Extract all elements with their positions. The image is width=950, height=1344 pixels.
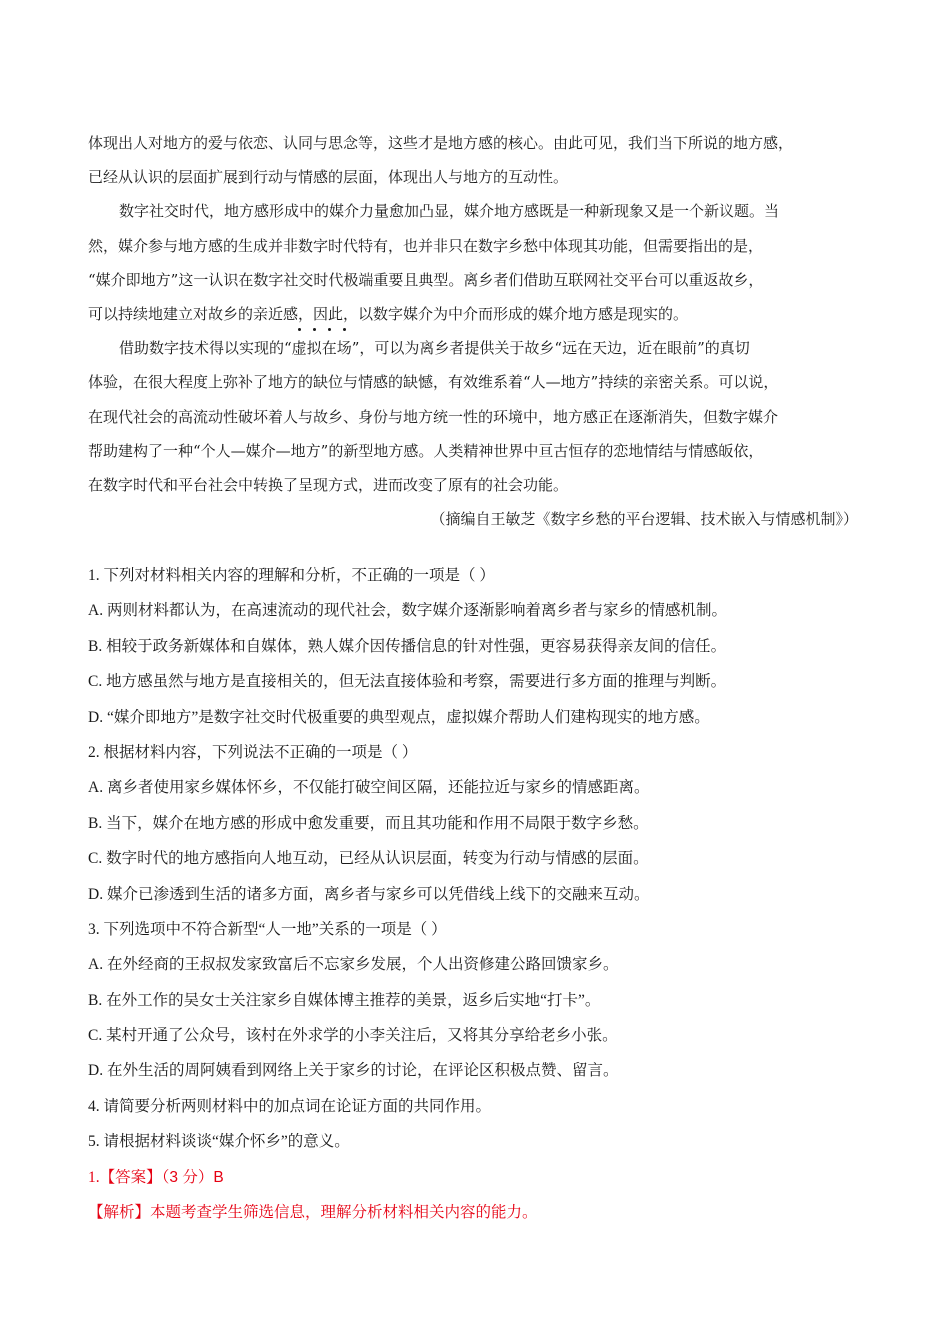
analysis-line: 【解析】本题考查学生筛选信息，理解分析材料相关内容的能力。 bbox=[88, 1204, 538, 1222]
option: A. 两则材料都认为，在高速流动的现代社会，数字媒介逐渐影响着离乡者与家乡的情感机制。 bbox=[88, 602, 727, 620]
answer-value: （3 分）B bbox=[161, 1168, 224, 1186]
option: D. 媒介已渗透到生活的诸多方面，离乡者与家乡可以凭借线上线下的交融来互动。 bbox=[88, 885, 650, 903]
option: B. 当下，媒介在地方感的形成中愈发重要，而且其功能和作用不局限于数字乡愁。 bbox=[88, 814, 649, 832]
option: C. 数字时代的地方感指向人地互动，已经从认识层面，转变为行动与情感的层面。 bbox=[88, 850, 649, 868]
passage-text: 借助数字技术得以实现的“ bbox=[119, 339, 292, 358]
dotted-char: 虚 bbox=[292, 331, 307, 365]
question-4: 4. 请简要分析两则材料中的加点词在论证方面的共同作用。 bbox=[88, 1097, 492, 1115]
passage-text: ”，可以为离乡者提供关于故乡“远在天边，近在眼前”的真切 bbox=[351, 339, 750, 358]
passage-line: 体现出人对地方的爱与依恋、认同与思念等，这些才是地方感的核心。由此可见，我们当下所说的地方感， bbox=[88, 134, 794, 152]
answer-line bbox=[88, 1160, 878, 1195]
option: C. 地方感虽然与地方是直接相关的，但无法直接体验和考察，需要进行多方面的推理与判断。 bbox=[88, 673, 727, 691]
dotted-char: 在 bbox=[322, 331, 337, 365]
question-2: 2. 根据材料内容，下列说法不正确的一项是（ ） bbox=[88, 743, 418, 761]
passage-line: 数字社交时代，地方感形成中的媒介力量愈加凸显，媒介地方感既是一种新现象又是一个新议题。当 bbox=[119, 202, 780, 221]
reading-passage bbox=[88, 126, 868, 536]
dotted-char: 拟 bbox=[307, 331, 322, 365]
passage-line-dotted-words bbox=[88, 331, 868, 365]
passage-line: 在数字时代和平台社会中转换了呈现方式，进而改变了原有的社会功能。 bbox=[88, 475, 569, 494]
dotted-char: 场 bbox=[337, 331, 352, 365]
question-5: 5. 请根据材料谈谈“媒介怀乡”的意义。 bbox=[88, 1133, 350, 1151]
passage-line: 体验，在很大程度上弥补了地方的缺位与情感的缺憾，有效维系着“人—地方”持续的亲密关系。可以说， bbox=[88, 373, 779, 392]
option: B. 在外工作的吴女士关注家乡自媒体博主推荐的美景，返乡后实地“打卡”。 bbox=[88, 991, 601, 1009]
option: D. “媒介即地方”是数字社交时代极重要的典型观点，虚拟媒介帮助人们建构现实的地方感。 bbox=[88, 708, 710, 726]
passage-line: 帮助建构了一种“个人—媒介—地方”的新型地方感。人类精神世界中亘古恒存的恋地情结与情感皈依， bbox=[88, 441, 764, 460]
passage-line: 在现代社会的高流动性破坏着人与故乡、身份与地方统一性的环境中，地方感正在逐渐消失，但数字媒介 bbox=[88, 407, 779, 426]
passage-line: 已经从认识的层面扩展到行动与情感的层面，体现出人与地方的互动性。 bbox=[88, 168, 569, 187]
passage-line: 然，媒介参与地方感的生成并非数字时代特有，也并非只在数字乡愁中体现其功能，但需要指出的是， bbox=[88, 236, 764, 255]
passage-source: （摘编自王敏芝《数字乡愁的平台逻辑、技术嵌入与情感机制》） bbox=[430, 510, 858, 529]
option: D. 在外生活的周阿姨看到网络上关于家乡的讨论，在评论区积极点赞、留言。 bbox=[88, 1062, 619, 1080]
passage-line: “媒介即地方”这一认识在数字社交时代极端重要且典型。离乡者们借助互联网社交平台可以重返故乡， bbox=[88, 270, 764, 289]
question-3: 3. 下列选项中不符合新型“人一地”关系的一项是（ ） bbox=[88, 920, 447, 938]
answer-label: 1.【答案】 bbox=[88, 1168, 162, 1186]
option: A. 在外经商的王叔叔发家致富后不忘家乡发展，个人出资修建公路回馈家乡。 bbox=[88, 956, 619, 974]
question-1: 1. 下列对材料相关内容的理解和分析，不正确的一项是（ ） bbox=[88, 567, 495, 584]
option: B. 相较于政务新媒体和自媒体，熟人媒介因传播信息的针对性强，更容易获得亲友间的信任。 bbox=[88, 637, 727, 655]
option: C. 某村开通了公众号，该村在外求学的小李关注后，又将其分享给老乡小张。 bbox=[88, 1027, 618, 1045]
option: A. 离乡者使用家乡媒体怀乡，不仅能打破空间区隔，还能拉近与家乡的情感距离。 bbox=[88, 779, 650, 797]
passage-line: 可以持续地建立对故乡的亲近感，因此，以数字媒介为中介而形成的媒介地方感是现实的。 bbox=[88, 304, 689, 323]
question-list bbox=[88, 558, 878, 1230]
